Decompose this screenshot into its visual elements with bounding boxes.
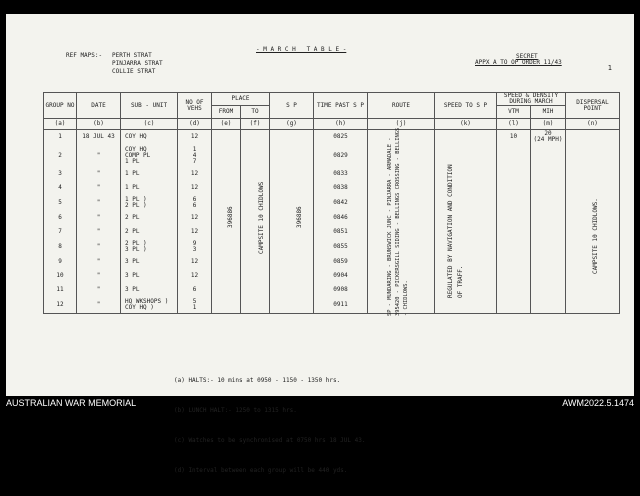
group-cell: 3 <box>44 167 77 181</box>
table-row <box>44 269 620 283</box>
group-cell: 8 <box>44 239 77 255</box>
group-cell: 9 <box>44 255 77 269</box>
table-row <box>44 167 620 181</box>
mih-cell <box>531 195 566 211</box>
group-cell: 7 <box>44 225 77 239</box>
speed-to-sp-text: REGULATED BY NAVIGATION AND CONDITION OF TRAFF. <box>447 164 464 298</box>
vtm-cell <box>497 255 531 269</box>
vtm-cell <box>497 181 531 195</box>
from-cell <box>212 211 241 225</box>
header-sp: S P <box>270 93 314 119</box>
mih-cell <box>531 211 566 225</box>
time-past-sp-cell: 0838 <box>314 181 368 195</box>
sp-cell <box>270 130 314 145</box>
sp-reference-text: 396886 <box>296 206 303 228</box>
from-place-text: 396886 <box>227 206 234 228</box>
group-cell: 1 <box>44 130 77 145</box>
sub-unit-cell: 3 PL <box>121 255 178 269</box>
header-route: ROUTE <box>368 93 435 119</box>
column-letter: (f) <box>241 119 270 130</box>
from-cell <box>212 130 241 145</box>
time-past-sp-cell: 0911 <box>314 297 368 314</box>
date-cell: " <box>77 255 121 269</box>
map-ref-3: COLLIE STRAT <box>112 68 156 75</box>
header-speed-to-sp: SPEED TO S P <box>435 93 497 119</box>
date-cell: " <box>77 195 121 211</box>
sub-unit-cell: 2 PL <box>121 225 178 239</box>
sp-cell <box>270 225 314 239</box>
to-place-text: CAMPSITE 10 CHIDLOWS <box>258 181 265 254</box>
vehicles-cell: 9 3 <box>178 239 212 255</box>
dispersal-point-text: CAMPSITE 10 CHIDLOWS. <box>592 198 599 274</box>
sp-cell <box>270 239 314 255</box>
group-cell: 12 <box>44 297 77 314</box>
header-mih: MIH <box>531 106 566 119</box>
appendix-reference: APPX A TO OP ORDER 11/43 <box>475 59 562 66</box>
column-letter: (d) <box>178 119 212 130</box>
sub-unit-cell: COY HQ COMP PL 1 PL <box>121 144 178 167</box>
table-row <box>44 181 620 195</box>
sub-unit-cell: 2 PL <box>121 211 178 225</box>
sub-unit-cell: 1 PL <box>121 167 178 181</box>
to-cell <box>241 195 270 211</box>
date-cell: " <box>77 239 121 255</box>
table-row <box>44 283 620 297</box>
dispersal-cell <box>566 130 620 145</box>
column-letter: (b) <box>77 119 121 130</box>
vtm-cell <box>497 195 531 211</box>
header-dispersal-point: DISPERSAL POINT <box>566 93 620 119</box>
sp-cell <box>270 144 314 167</box>
time-past-sp-cell: 0908 <box>314 283 368 297</box>
mih-cell: 20 (24 MPH) <box>531 130 566 145</box>
route-text: SP - MUNDARING - BRUNSWICK JUNC - PINJARRA - ARMADALE - 395420 - PICKERSGILL SIDING - BELLINGS CROSSING - BELLINGS - CHIDLOWS. <box>387 127 409 316</box>
time-past-sp-cell: 0825 <box>314 130 368 145</box>
date-cell: " <box>77 211 121 225</box>
header-vtm: VTM <box>497 106 531 119</box>
dispersal-cell <box>566 297 620 314</box>
vtm-cell <box>497 211 531 225</box>
vtm-cell <box>497 239 531 255</box>
header-sub-unit: SUB - UNIT <box>121 93 178 119</box>
date-cell: " <box>77 167 121 181</box>
speed-to-sp-cell <box>435 297 497 314</box>
mih-cell <box>531 283 566 297</box>
to-cell <box>241 297 270 314</box>
corner-mark: 1 <box>607 64 612 72</box>
note-item: (d) Interval between each group will be 440 yds. <box>174 467 348 474</box>
to-cell <box>241 225 270 239</box>
table-row <box>44 211 620 225</box>
vtm-cell <box>497 269 531 283</box>
footer-institution: AUSTRALIAN WAR MEMORIAL <box>6 398 137 408</box>
vtm-cell <box>497 283 531 297</box>
sp-cell <box>270 181 314 195</box>
date-cell: 18 JUL 43 <box>77 130 121 145</box>
group-cell: 4 <box>44 181 77 195</box>
vtm-cell: 10 <box>497 130 531 145</box>
sub-unit-cell: 1 PL <box>121 181 178 195</box>
column-letter: (k) <box>435 119 497 130</box>
to-cell <box>241 181 270 195</box>
vtm-cell <box>497 297 531 314</box>
column-letter: (a) <box>44 119 77 130</box>
vehicles-cell: 6 6 <box>178 195 212 211</box>
column-letter: (g) <box>270 119 314 130</box>
mih-cell <box>531 144 566 167</box>
vehicles-cell: 6 <box>178 283 212 297</box>
to-cell <box>241 283 270 297</box>
mih-cell <box>531 167 566 181</box>
time-past-sp-cell: 0851 <box>314 225 368 239</box>
to-cell <box>241 255 270 269</box>
table-row <box>44 144 620 167</box>
sub-unit-cell: HQ WKSHOPS ) COY HQ ) <box>121 297 178 314</box>
time-past-sp-cell: 0904 <box>314 269 368 283</box>
header-speed-density: SPEED & DENSITY DURING MARCH <box>497 93 566 106</box>
from-cell <box>212 144 241 167</box>
group-cell: 11 <box>44 283 77 297</box>
notes-block <box>174 356 365 496</box>
from-cell <box>212 297 241 314</box>
mih-cell <box>531 239 566 255</box>
vehicles-cell: 12 <box>178 130 212 145</box>
vehicles-cell: 12 <box>178 211 212 225</box>
column-letter: (l) <box>497 119 531 130</box>
sub-unit-cell: 3 PL <box>121 269 178 283</box>
map-ref-1: PERTH STRAT <box>112 52 152 59</box>
sp-cell <box>270 283 314 297</box>
mih-cell <box>531 181 566 195</box>
to-cell <box>241 130 270 145</box>
vtm-cell <box>497 225 531 239</box>
time-past-sp-cell: 0859 <box>314 255 368 269</box>
sub-unit-cell: 3 PL <box>121 283 178 297</box>
table-row <box>44 239 620 255</box>
from-cell <box>212 255 241 269</box>
header-to: TO <box>241 106 270 119</box>
vtm-cell <box>497 167 531 181</box>
footer-accession-number: AWM2022.5.1474 <box>562 398 634 408</box>
date-cell: " <box>77 269 121 283</box>
table-row <box>44 225 620 239</box>
from-cell <box>212 181 241 195</box>
sp-cell <box>270 211 314 225</box>
header-date: DATE <box>77 93 121 119</box>
time-past-sp-cell: 0842 <box>314 195 368 211</box>
dispersal-cell <box>566 181 620 195</box>
time-past-sp-cell: 0855 <box>314 239 368 255</box>
date-cell: " <box>77 144 121 167</box>
note-item: (c) Watches to be synchronised at 0750 hrs 18 JUL 43. <box>174 437 366 444</box>
to-cell <box>241 239 270 255</box>
table-row <box>44 255 620 269</box>
march-table-title: - M A R C H T A B L E - <box>256 46 347 53</box>
dispersal-cell <box>566 144 620 167</box>
note-item: (b) LUNCH HALT:- 1250 to 1315 hrs. <box>174 407 297 414</box>
vehicles-cell: 12 <box>178 181 212 195</box>
date-cell: " <box>77 283 121 297</box>
date-cell: " <box>77 297 121 314</box>
time-past-sp-cell: 0833 <box>314 167 368 181</box>
group-cell: 2 <box>44 144 77 167</box>
ref-maps-label: REF MAPS:- <box>66 52 103 59</box>
map-ref-2: PINJARRA STRAT <box>112 60 163 67</box>
vehicles-cell: 1 4 7 <box>178 144 212 167</box>
vehicles-cell: 5 1 <box>178 297 212 314</box>
date-cell: " <box>77 181 121 195</box>
from-cell <box>212 167 241 181</box>
header-place: PLACE <box>212 93 270 106</box>
column-letter: (c) <box>121 119 178 130</box>
table-row <box>44 297 620 314</box>
time-past-sp-cell: 0829 <box>314 144 368 167</box>
column-letter: (n) <box>566 119 620 130</box>
mih-cell <box>531 269 566 283</box>
group-cell: 5 <box>44 195 77 211</box>
to-cell <box>241 167 270 181</box>
from-cell <box>212 283 241 297</box>
header-no-vehs: NO OF VEHS <box>178 93 212 119</box>
group-cell: 10 <box>44 269 77 283</box>
from-cell <box>212 225 241 239</box>
vehicles-cell: 12 <box>178 167 212 181</box>
from-cell <box>212 239 241 255</box>
column-letter: (j) <box>368 119 435 130</box>
to-cell <box>241 211 270 225</box>
sp-cell <box>270 297 314 314</box>
classification-label: SECRET <box>516 53 538 60</box>
from-cell <box>212 269 241 283</box>
vtm-cell <box>497 144 531 167</box>
group-cell: 6 <box>44 211 77 225</box>
mih-cell <box>531 225 566 239</box>
column-letter-row <box>44 119 620 130</box>
time-past-sp-cell: 0846 <box>314 211 368 225</box>
sp-cell <box>270 269 314 283</box>
mih-cell <box>531 297 566 314</box>
table-row <box>44 195 620 211</box>
mih-cell <box>531 255 566 269</box>
vehicles-cell: 12 <box>178 225 212 239</box>
sp-cell <box>270 255 314 269</box>
sub-unit-cell: 1 PL ) 2 PL ) <box>121 195 178 211</box>
header-time-past-sp: TIME PAST S P <box>314 93 368 119</box>
header-group: GROUP NO <box>44 93 77 119</box>
march-table <box>43 92 620 314</box>
sp-cell <box>270 167 314 181</box>
to-cell <box>241 144 270 167</box>
speed-to-sp-cell <box>435 130 497 145</box>
note-item: (a) HALTS:- 10 mins at 0950 - 1150 - 1350 hrs. <box>174 377 341 384</box>
to-cell <box>241 269 270 283</box>
sub-unit-cell: 2 PL ) 3 PL ) <box>121 239 178 255</box>
vehicles-cell: 12 <box>178 269 212 283</box>
column-letter: (e) <box>212 119 241 130</box>
table-row <box>44 130 620 145</box>
march-table-body <box>44 130 620 314</box>
from-cell <box>212 195 241 211</box>
sp-cell <box>270 195 314 211</box>
vehicles-cell: 12 <box>178 255 212 269</box>
column-letter: (m) <box>531 119 566 130</box>
sub-unit-cell: COY HQ <box>121 130 178 145</box>
dispersal-cell <box>566 283 620 297</box>
dispersal-cell <box>566 167 620 181</box>
header-from: FROM <box>212 106 241 119</box>
date-cell: " <box>77 225 121 239</box>
column-letter: (h) <box>314 119 368 130</box>
